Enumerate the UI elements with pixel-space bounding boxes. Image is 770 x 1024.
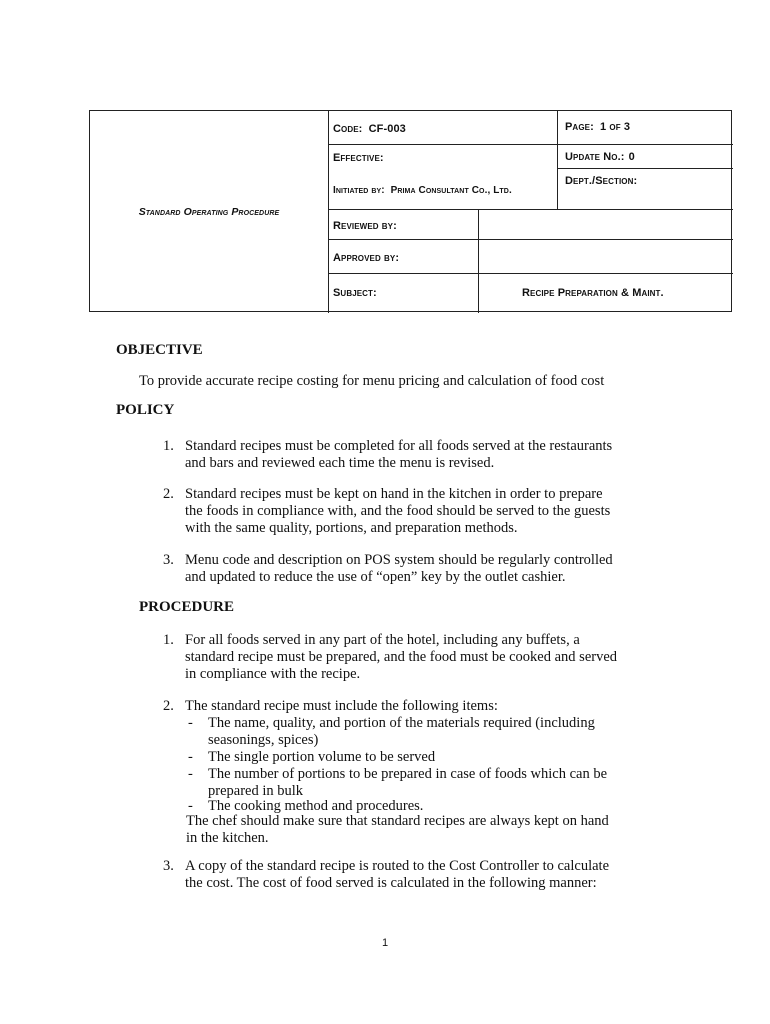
page-number: 1 (381, 937, 389, 949)
list-item: Standard recipes must be completed for all foods served at the restaurants and bars and reviewed each time the menu is revised. (185, 438, 613, 471)
list-item: The cooking method and procedures. (208, 798, 424, 814)
page-field (565, 121, 630, 133)
update-value: 0 (628, 151, 635, 163)
code-label: Code: (333, 123, 363, 135)
objective-text: To provide accurate recipe costing for menu pricing and calculation of food cost (139, 373, 605, 389)
page-label: Page: (565, 121, 594, 133)
effective-label: Effective: (333, 152, 384, 164)
dash-bullet: - (188, 798, 193, 814)
dash-bullet: - (188, 749, 193, 765)
policy-item-number: 2. (163, 486, 174, 502)
policy-item-number: 1. (163, 438, 174, 454)
reviewed-label: Reviewed by: (333, 220, 397, 232)
policy-heading: POLICY (116, 402, 175, 418)
list-item: Menu code and description on POS system should be regularly controlled and updated to reduce the use of “open” key by the outlet cashier. (185, 552, 613, 585)
subject-label: Subject: (333, 287, 377, 299)
initiated-value: Prima Consultant Co., Ltd. (390, 185, 512, 196)
procedure-item-number: 1. (163, 632, 174, 648)
approved-label: Approved by: (333, 252, 400, 264)
dash-bullet: - (188, 715, 193, 731)
list-item: Standard recipes must be kept on hand in the kitchen in order to prepare the foods in compliance with, and the food should be served to the guests with the same quality, portions, and preparation methods. (185, 486, 611, 536)
policy-item-number: 3. (163, 552, 174, 568)
objective-heading: OBJECTIVE (116, 342, 203, 358)
list-item: For all foods served in any part of the hotel, including any buffets, a standard recipe must be prepared, and the food must be cooked and served in compliance with the recipe. (185, 632, 618, 682)
page-value: 1 of 3 (600, 121, 631, 133)
procedure-item-number: 3. (163, 858, 174, 874)
list-item: A copy of the standard recipe is routed to the Cost Controller to calculate the cost. The cost of food served is calculated in the following manner: (185, 858, 610, 891)
procedure-heading: PROCEDURE (139, 599, 235, 615)
procedure-item-number: 2. (163, 698, 174, 714)
code-field (333, 123, 406, 135)
list-item: The single portion volume to be served (208, 749, 436, 765)
procedure-item-closing: The chef should make sure that standard recipes are always kept on hand in the kitchen. (186, 813, 609, 846)
dash-bullet: - (188, 766, 193, 782)
dept-section-label: Dept./Section: (565, 175, 638, 187)
initiated-label: Initiated by: (333, 185, 385, 196)
update-field (565, 151, 635, 163)
code-value: CF-003 (368, 123, 406, 135)
doc-type-title: Standard Operating Procedure (138, 206, 280, 218)
procedure-item-intro: The standard recipe must include the following items: (185, 698, 498, 714)
subject-value: Recipe Preparation & Maint. (522, 287, 664, 299)
list-item: The name, quality, and portion of the materials required (including seasonings, spices) (208, 715, 595, 748)
sop-header-table (89, 110, 732, 312)
update-label: Update No.: (565, 151, 625, 163)
list-item: The number of portions to be prepared in case of foods which can be prepared in bulk (208, 766, 608, 799)
initiated-field (333, 185, 512, 196)
